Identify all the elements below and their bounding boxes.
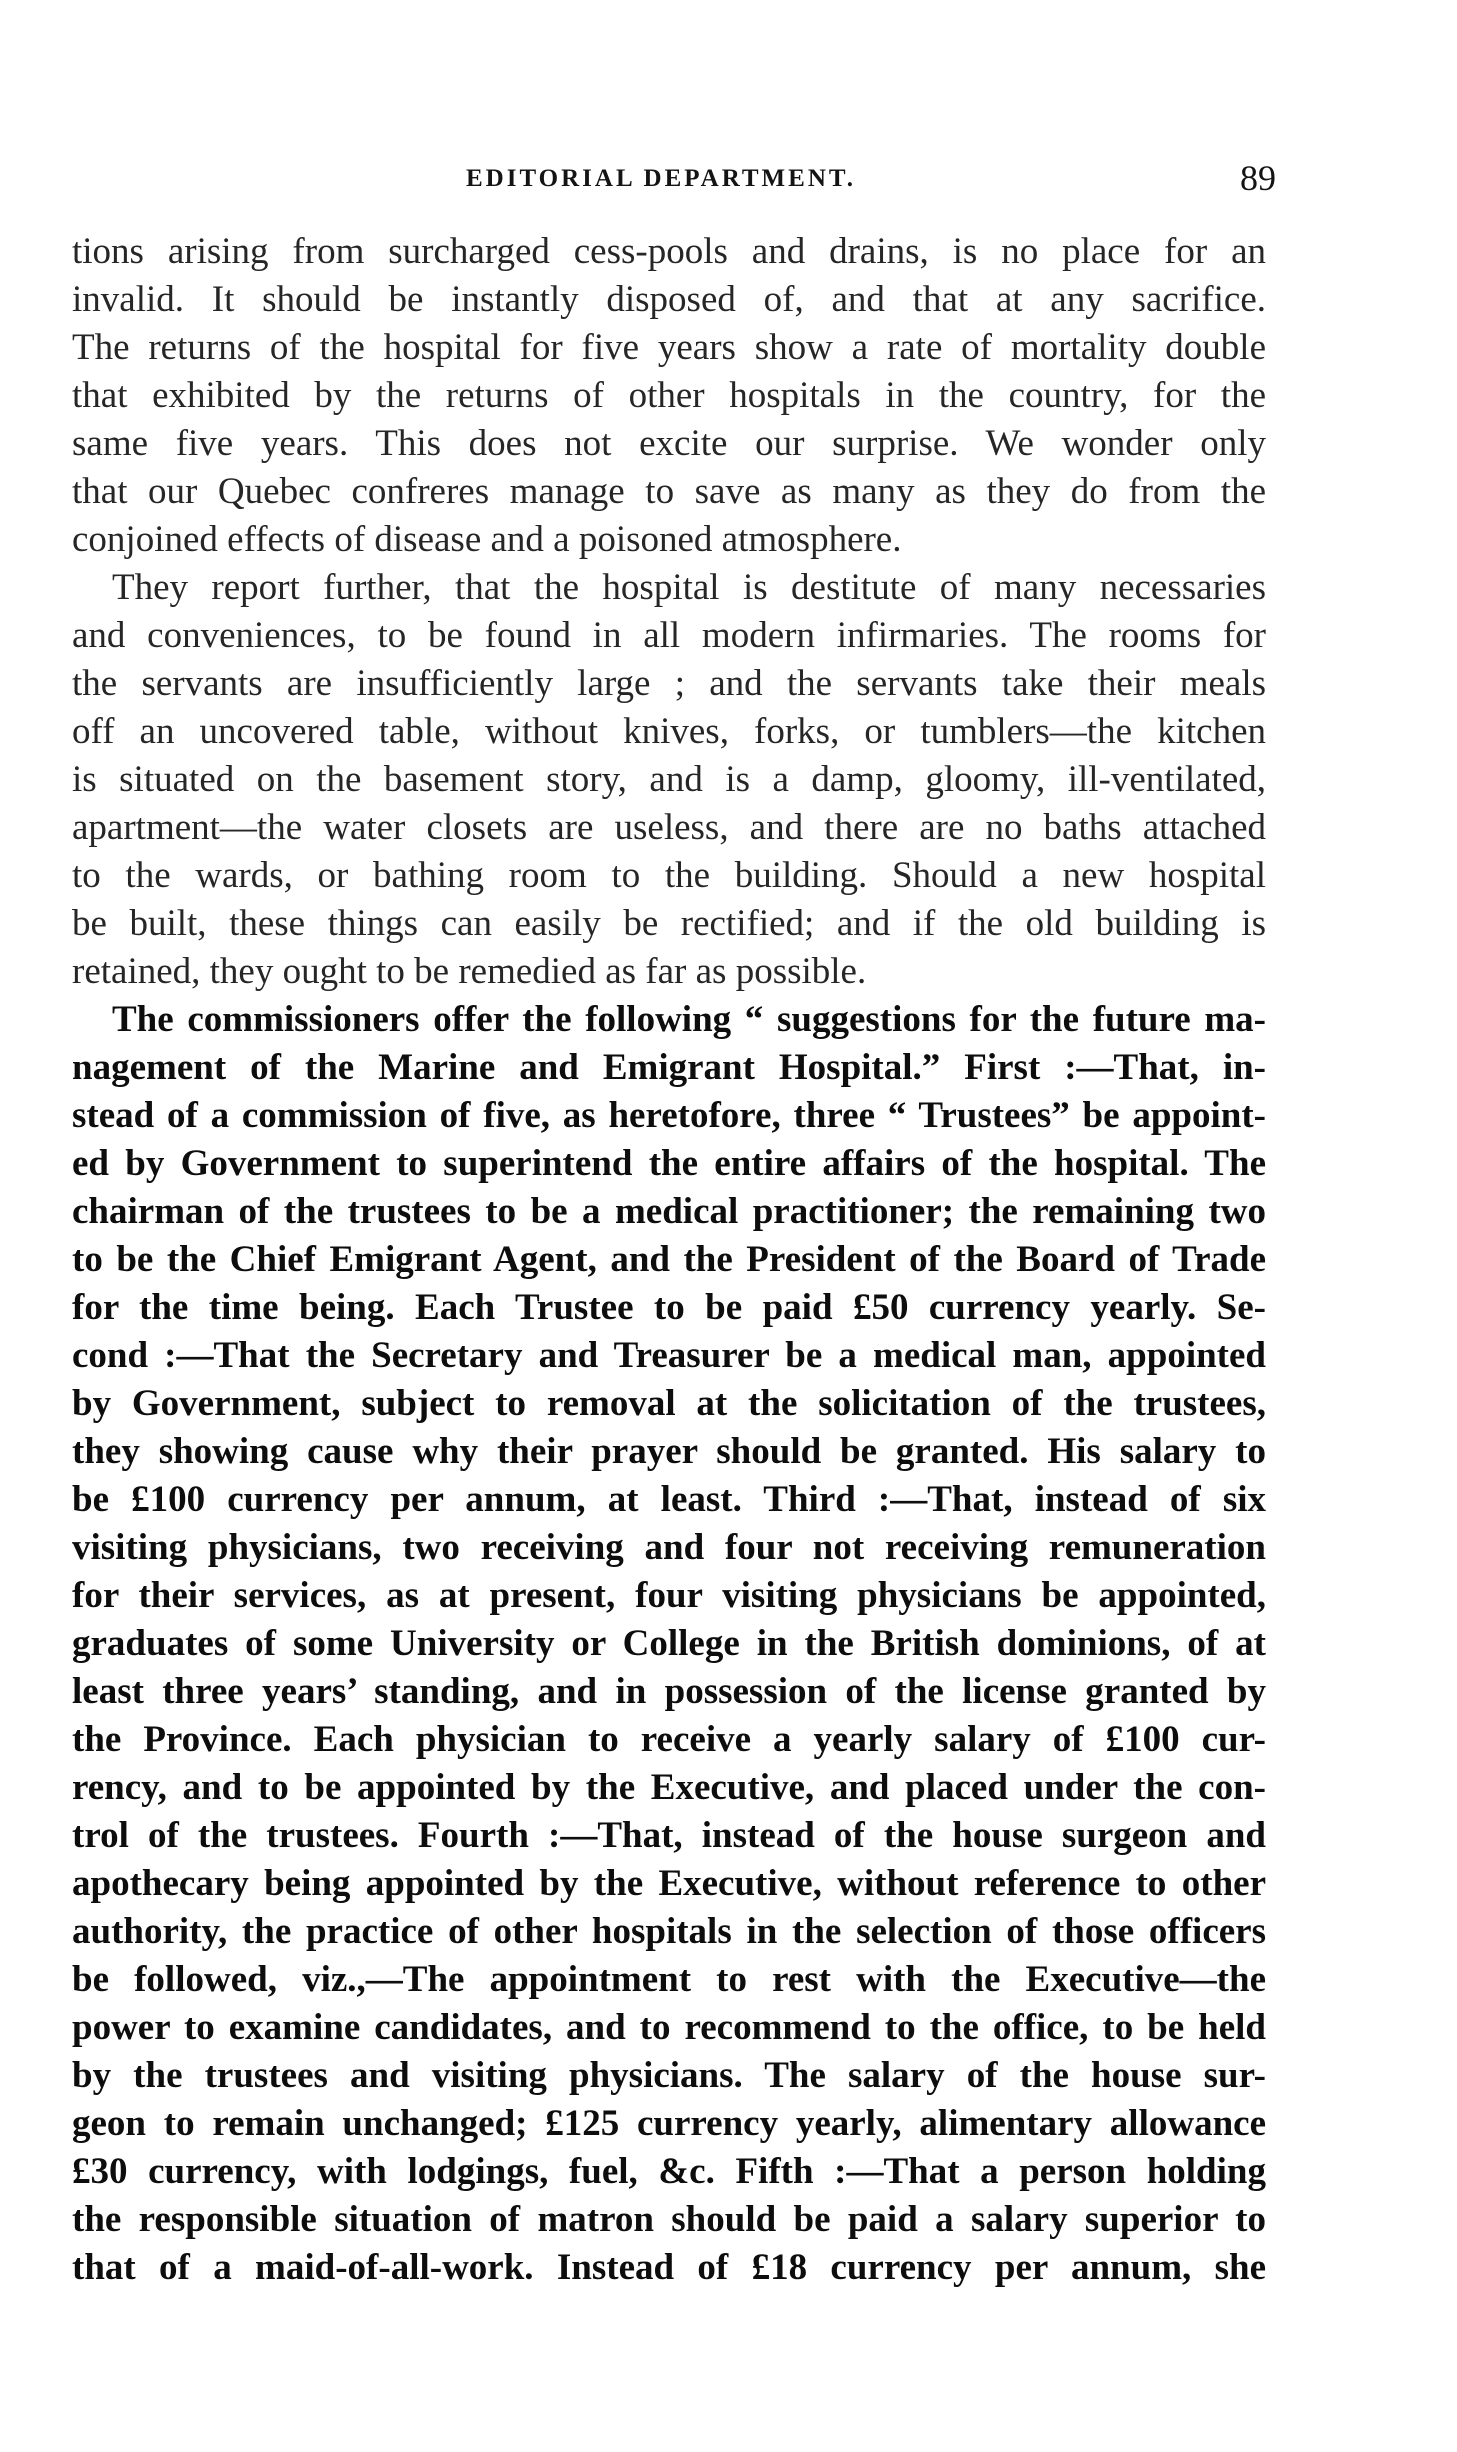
text-line: stead of a commission of five, as heretofore, three “ Trustees” be appoint- bbox=[72, 1095, 1266, 1136]
text-line: and conveniences, to be found in all modern infirmaries. The rooms for bbox=[72, 615, 1266, 656]
paragraph-2 bbox=[72, 564, 1266, 996]
paragraph-1 bbox=[72, 228, 1266, 564]
text-line: for their services, as at present, four visiting physicians be appointed, bbox=[72, 1575, 1266, 1616]
text-line: ed by Government to superintend the entire affairs of the hospital. The bbox=[72, 1143, 1266, 1184]
text-line: visiting physicians, two receiving and four not receiving remuneration bbox=[72, 1527, 1266, 1568]
text-line: be built, these things can easily be rectified; and if the old building is bbox=[72, 903, 1266, 944]
text-line: The commissioners offer the following “ suggestions for the future ma- bbox=[112, 999, 1266, 1040]
text-line: they showing cause why their prayer should be granted. His salary to bbox=[72, 1431, 1266, 1472]
text-line: by the trustees and visiting physicians. The salary of the house sur- bbox=[72, 2055, 1266, 2096]
text-line: power to examine candidates, and to recommend to the office, to be held bbox=[72, 2007, 1266, 2048]
text-line: by Government, subject to removal at the solicitation of the trustees, bbox=[72, 1383, 1266, 1424]
text-line: apartment—the water closets are useless, and there are no baths attached bbox=[72, 807, 1266, 848]
text-line: that exhibited by the returns of other hospitals in the country, for the bbox=[72, 375, 1266, 416]
text-line: rency, and to be appointed by the Executive, and placed under the con- bbox=[72, 1767, 1266, 1808]
bottom-margin bbox=[0, 2200, 1457, 2452]
text-line: authority, the practice of other hospitals in the selection of those officers bbox=[72, 1911, 1266, 1952]
text-line: for the time being. Each Trustee to be paid £50 currency yearly. Se- bbox=[72, 1287, 1266, 1328]
text-line: the servants are insufficiently large ; and the servants take their meals bbox=[72, 663, 1266, 704]
text-line: chairman of the trustees to be a medical practitioner; the remaining two bbox=[72, 1191, 1266, 1232]
text-line: The returns of the hospital for five years show a rate of mortality double bbox=[72, 327, 1266, 368]
text-line: off an uncovered table, without knives, forks, or tumblers—the kitchen bbox=[72, 711, 1266, 752]
text-line: be £100 currency per annum, at least. Third :—That, instead of six bbox=[72, 1479, 1266, 1520]
text-line: geon to remain unchanged; £125 currency yearly, alimentary allowance bbox=[72, 2103, 1266, 2144]
text-line: tions arising from surcharged cess-pools and drains, is no place for an bbox=[72, 231, 1266, 272]
text-line: nagement of the Marine and Emigrant Hospital.” First :—That, in- bbox=[72, 1047, 1266, 1088]
paragraph-3 bbox=[72, 996, 1266, 2292]
text-line: apothecary being appointed by the Executive, without reference to other bbox=[72, 1863, 1266, 1904]
text-line: trol of the trustees. Fourth :—That, instead of the house surgeon and bbox=[72, 1815, 1266, 1856]
text-line: to the wards, or bathing room to the building. Should a new hospital bbox=[72, 855, 1266, 896]
text-line: be followed, viz.,—The appointment to rest with the Executive—the bbox=[72, 1959, 1266, 2000]
text-line: conjoined effects of disease and a poisoned atmosphere. bbox=[72, 519, 902, 560]
page-number: 89 bbox=[1240, 158, 1276, 198]
running-header-title: EDITORIAL DEPARTMENT. bbox=[466, 165, 856, 192]
text-line: graduates of some University or College in the British dominions, of at bbox=[72, 1623, 1266, 1664]
text-line: They report further, that the hospital is destitute of many necessaries bbox=[112, 567, 1266, 608]
text-line: invalid. It should be instantly disposed of, and that at any sacrifice. bbox=[72, 279, 1266, 320]
text-line: £30 currency, with lodgings, fuel, &c. Fifth :—That a person holding bbox=[72, 2151, 1266, 2192]
text-line: the Province. Each physician to receive a yearly salary of £100 cur- bbox=[72, 1719, 1266, 1760]
text-line: the responsible situation of matron should be paid a salary superior to bbox=[72, 2199, 1266, 2240]
text-line: retained, they ought to be remedied as far as possible. bbox=[72, 951, 867, 992]
text-line: that of a maid-of-all-work. Instead of £18 currency per annum, she bbox=[72, 2247, 1266, 2288]
text-line: that our Quebec confreres manage to save as many as they do from the bbox=[72, 471, 1266, 512]
text-line: same five years. This does not excite our surprise. We wonder only bbox=[72, 423, 1266, 464]
text-line: to be the Chief Emigrant Agent, and the President of the Board of Trade bbox=[72, 1239, 1266, 1280]
text-line: is situated on the basement story, and is a damp, gloomy, ill-ventilated, bbox=[72, 759, 1266, 800]
body-text bbox=[72, 228, 1266, 2292]
text-line: cond :—That the Secretary and Treasurer be a medical man, appointed bbox=[72, 1335, 1266, 1376]
text-line: least three years’ standing, and in possession of the license granted by bbox=[72, 1671, 1266, 1712]
